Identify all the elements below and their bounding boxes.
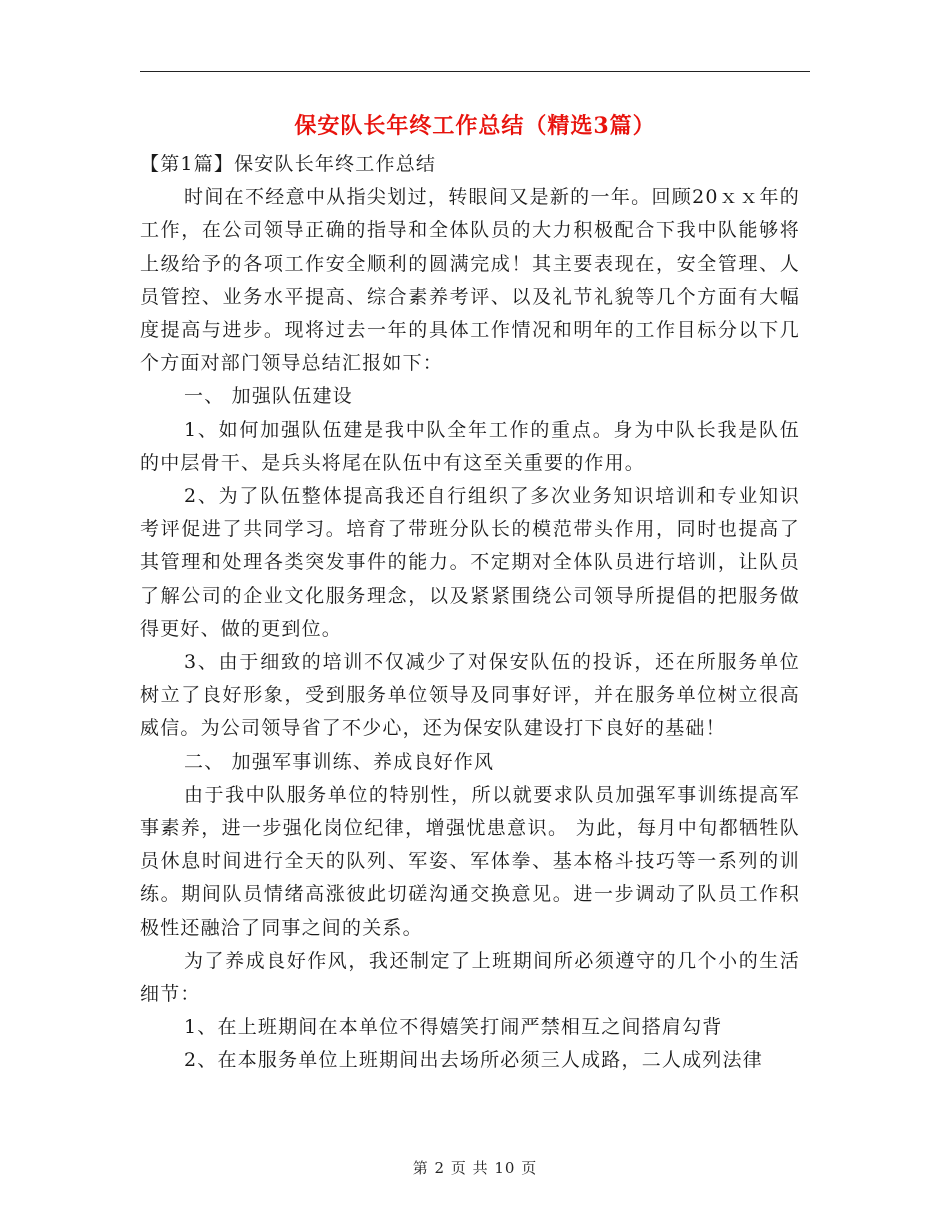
paragraph: 3、由于细致的培训不仅减少了对保安队伍的投诉，还在所服务单位树立了良好形象，受到服务单位领导及同事好评，并在服务单位树立很高威信。为公司领导省了不少心，还为保安队建设打下良好的基础！ (140, 651, 800, 740)
list-item: 1、在上班期间在本单位不得嬉笑打闹严禁相互之间搭肩勾背 (184, 1016, 723, 1039)
paragraph: 2、为了队伍整体提高我还自行组织了多次业务知识培训和专业知识考评促进了共同学习。培育了带班分队长的模范带头作用，同时也提高了其管理和处理各类突发事件的能力。不定期对全体队员进行培训，让队员了解公司的企业文化服务理念，以及紧紧围绕公司领导所提倡的把服务做得更好、做的更到位。 (140, 485, 800, 640)
paragraph: 时间在不经意中从指尖划过，转眼间又是新的一年。回顾20ｘｘ年的工作，在公司领导正确的指导和全体队员的大力积极配合下我中队能够将上级给予的各项工作安全顺利的圆满完成！其主要表现在，安全管理、人员管控、业务水平提高、综合素养考评、以及礼节礼貌等几个方面有大幅度提高与进步。现将过去一年的具体工作情况和明年的工作目标分以下几个方面对部门领导总结汇报如下： (140, 186, 800, 375)
subheading: 一、 加强队伍建设 (184, 385, 353, 408)
header-rule (140, 71, 810, 72)
list-item: 2、在本服务单位上班期间出去场所必须三人成路，二人成列法律 (184, 1049, 763, 1072)
section-heading: 【第1篇】保安队长年终工作总结 (140, 153, 437, 175)
paragraph: 1、如何加强队伍建是我中队全年工作的重点。身为中队长我是队伍的中层骨干、是兵头将尾在队伍中有这至关重要的作用。 (140, 418, 800, 474)
page-number: 第 2 页 共 10 页 (412, 1159, 538, 1177)
document-title: 保安队长年终工作总结（精选3篇） (294, 113, 656, 139)
paragraph: 由于我中队服务单位的特别性，所以就要求队员加强军事训练提高军事素养，进一步强化岗位纪律，增强忧患意识。 为此，每月中旬都牺牲队员休息时间进行全天的队列、军姿、军体拳、基本格斗技巧等一系列的训练。期间队员情绪高涨彼此切磋沟通交换意见。进一步调动了队员工作积极性还融洽了同事之间的关系。 (140, 783, 800, 939)
subheading: 二、 加强军事训练、养成良好作风 (184, 750, 495, 773)
document-body (140, 148, 800, 1078)
paragraph: 为了养成良好作风，我还制定了上班期间所必须遵守的几个小的生活细节： (140, 949, 800, 1006)
